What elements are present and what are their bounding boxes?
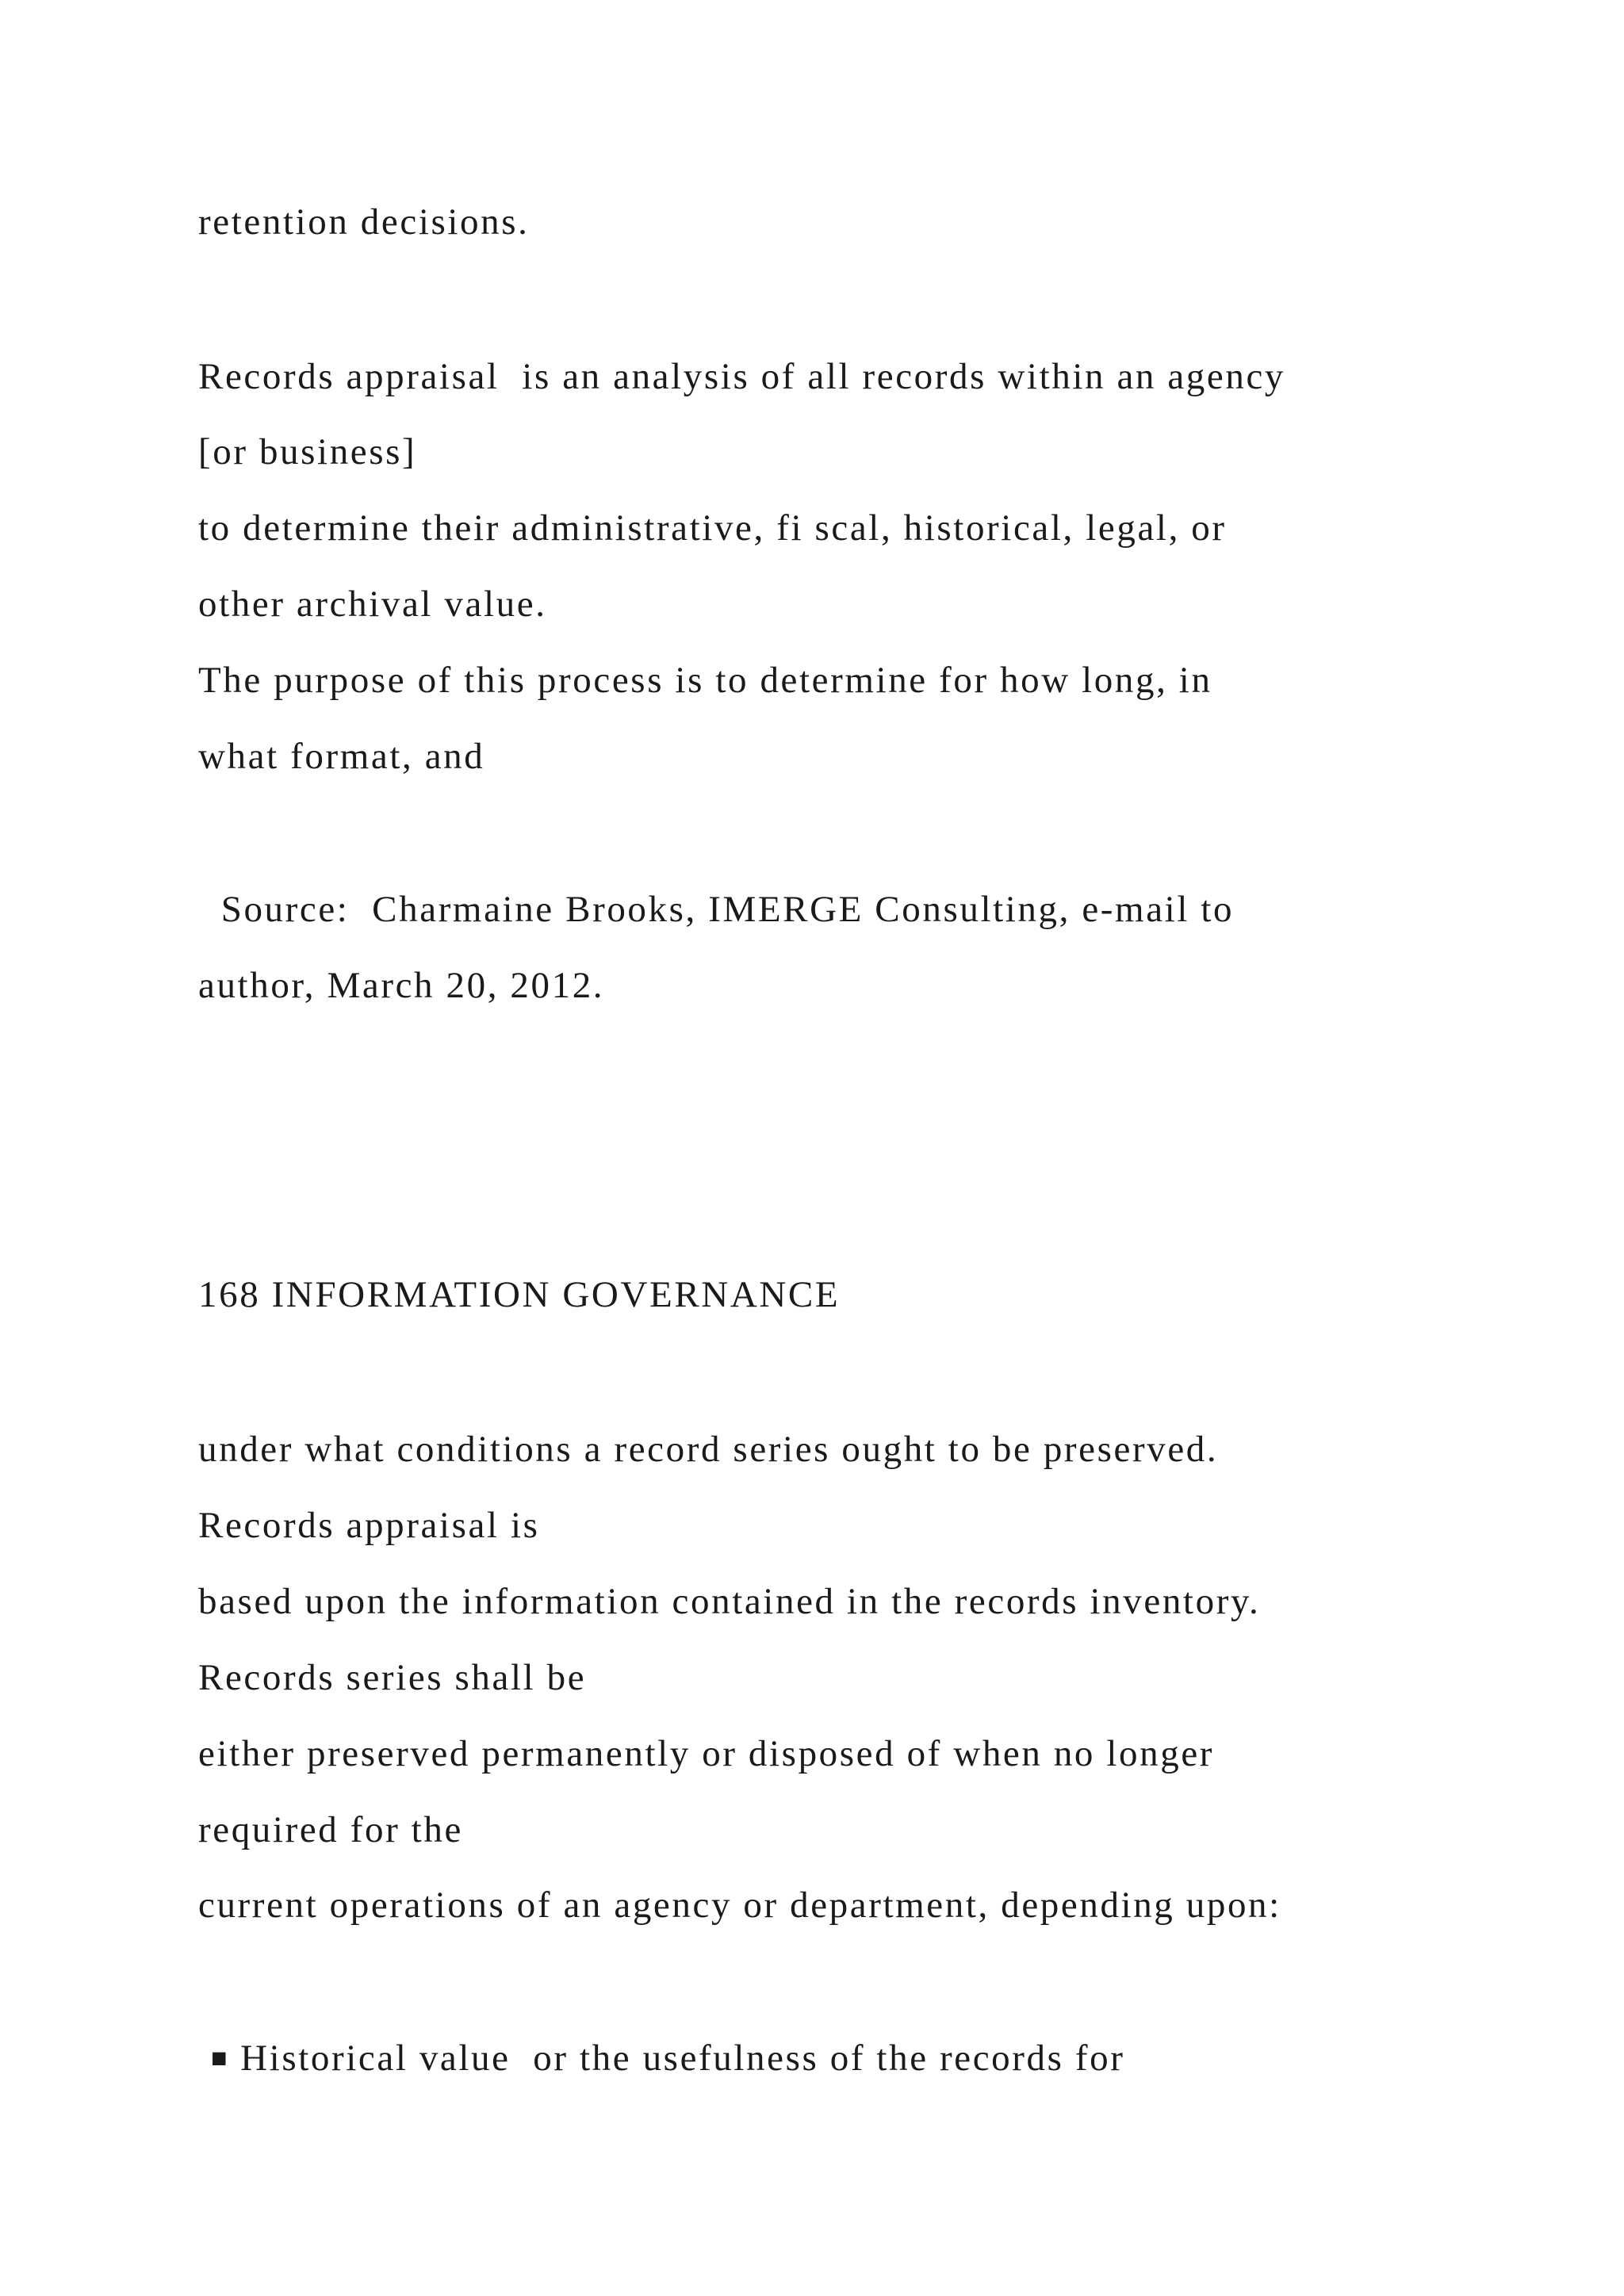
text-line: under what conditions a record series ought to be preserved. [198,1429,1219,1470]
text-line: based upon the information contained in the records inventory. [198,1581,1261,1622]
text-line: Records appraisal is [198,1505,540,1546]
bullet-item [211,2034,1124,2083]
text-line: [or business] [198,431,417,473]
running-header: 168 INFORMATION GOVERNANCE [198,1274,841,1315]
text-line: what format, and [198,736,485,777]
source-line: Source: Charmaine Brooks, IMERGE Consulting, e-mail to [198,889,1235,930]
text-line: Records series shall be [198,1657,587,1698]
text-line: required for the [198,1809,463,1850]
text-line: other archival value. [198,584,547,625]
text-line: to determine their administrative, fi scal, historical, legal, or [198,507,1227,549]
text-line: current operations of an agency or department, depending upon: [198,1885,1281,1926]
text-line: either preserved permanently or disposed of when no longer [198,1733,1215,1774]
source-line: author, March 20, 2012. [198,965,605,1006]
bullet-text: Historical value or the usefulness of the records for [240,2038,1125,2079]
text-line: Records appraisal is an analysis of all records within an agency [198,356,1286,397]
text-line: The purpose of this process is to determine for how long, in [198,660,1212,701]
square-bullet-icon: ■ [211,2044,230,2073]
text-line: retention decisions. [198,201,530,243]
